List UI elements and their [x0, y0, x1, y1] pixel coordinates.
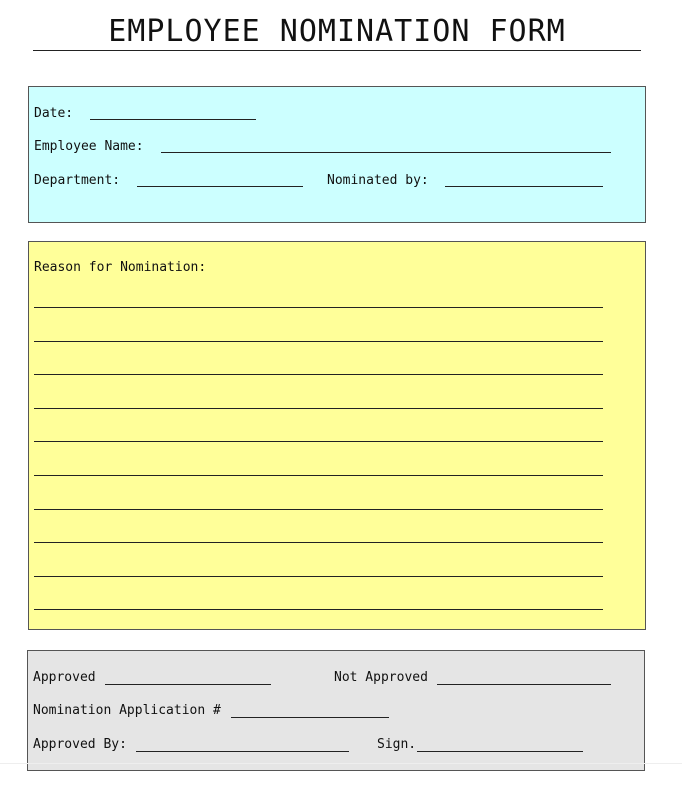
nominated-by-field[interactable]: [445, 186, 603, 187]
date-field[interactable]: [90, 119, 256, 120]
reason-line[interactable]: [34, 408, 603, 409]
approved-by-field[interactable]: [136, 751, 349, 752]
department-field[interactable]: [137, 186, 303, 187]
reason-line[interactable]: [34, 341, 603, 342]
date-label: Date:: [34, 106, 74, 121]
reason-line[interactable]: [34, 576, 603, 577]
employee-name-field[interactable]: [161, 152, 611, 153]
department-label: Department:: [34, 173, 121, 188]
application-number-field[interactable]: [231, 717, 389, 718]
reason-label: Reason for Nomination:: [34, 260, 207, 275]
approved-field[interactable]: [105, 684, 271, 685]
info-section: [28, 86, 646, 223]
reason-section: [28, 241, 646, 630]
not-approved-label: Not Approved: [334, 670, 428, 685]
form-title: EMPLOYEE NOMINATION FORM: [108, 14, 566, 49]
application-number-label: Nomination Application #: [33, 703, 221, 718]
reason-line[interactable]: [34, 374, 603, 375]
approved-label: Approved: [33, 670, 96, 685]
approved-by-label: Approved By:: [33, 737, 127, 752]
page-footer-rule: [0, 763, 682, 764]
reason-line[interactable]: [34, 441, 603, 442]
reason-line[interactable]: [34, 475, 603, 476]
sign-label: Sign.: [377, 737, 417, 752]
nominated-by-label: Nominated by:: [327, 173, 429, 188]
sign-field[interactable]: [417, 751, 583, 752]
reason-line[interactable]: [34, 609, 603, 610]
title-underline: [33, 50, 641, 51]
not-approved-field[interactable]: [437, 684, 611, 685]
reason-line[interactable]: [34, 307, 603, 308]
reason-line[interactable]: [34, 542, 603, 543]
reason-line[interactable]: [34, 509, 603, 510]
employee-name-label: Employee Name:: [34, 139, 144, 154]
